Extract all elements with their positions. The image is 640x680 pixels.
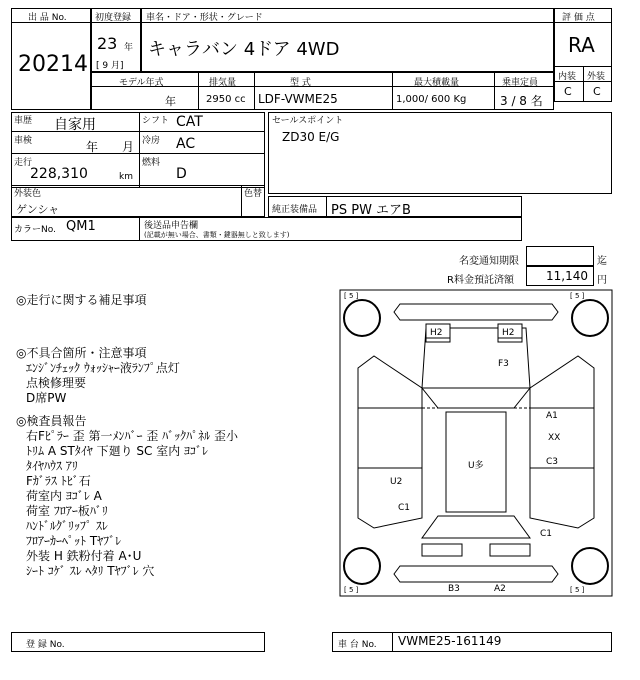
inspector-item: ｼｰﾄ ｺｹﾞ ｽﾚ ﾍﾀﾘ Tﾔﾌﾞﾚ 穴 [26, 564, 155, 578]
exterior-color-value: ゲンシャ [16, 203, 60, 216]
mark-f3: F3 [498, 359, 509, 369]
interior-grade: C [564, 85, 572, 98]
color-no-value: QM1 [66, 219, 96, 234]
mark-h2-left: H2 [430, 328, 443, 338]
inspector-title: ◎検査員報告 [16, 414, 87, 428]
tire-rear-right [572, 548, 608, 584]
inspector-item: ﾌﾛｱｰｶｰﾍﾟｯﾄ Tﾔﾌﾞﾚ [26, 534, 122, 548]
fuel-label: 燃料 [142, 158, 161, 168]
history-value: 自家用 [54, 117, 96, 133]
mark-c1-right: C1 [540, 529, 553, 539]
mark-b3: B3 [448, 584, 460, 594]
inspector-item: 荷室 ﾌﾛｱｰ板ﾊﾞﾘ [26, 504, 108, 518]
sales-point-value: ZD30 E/G [282, 130, 340, 144]
tire-label-fr: [ 5 ] [570, 292, 585, 300]
inspector-item: Fｶﾞﾗｽ ﾄﾋﾞ石 [26, 474, 91, 488]
equipment-value: PS PW エアB [331, 203, 411, 218]
displacement-value: 2950 cc [206, 94, 246, 105]
exterior-grade: C [593, 85, 601, 98]
mark-a2: A2 [494, 584, 506, 594]
inspection-month: 月 [122, 140, 135, 154]
remarks [16, 293, 326, 579]
defect-item: 点検修理要 [26, 376, 87, 390]
model-value: LDF-VWME25 [258, 92, 338, 106]
mileage-label: 走行 [14, 158, 33, 168]
first-reg-year: 23 [97, 34, 118, 53]
capacity-value: 3 / 8 名 [500, 94, 543, 108]
tire-front-right [572, 300, 608, 336]
chassis-number: VWME25-161149 [398, 634, 502, 648]
history-label: 車歴 [14, 116, 33, 126]
ac-label: 冷房 [142, 136, 161, 146]
inspector-item: ﾀｲﾔﾊｳｽ ｱﾘ [26, 459, 78, 473]
supplement-title: ◎走行に関する補足事項 [16, 293, 147, 307]
lot-label: 出 品 No. [28, 13, 67, 23]
equipment-label: 純正装備品 [272, 205, 318, 215]
aftermarket-label: 後送品申告欄 [144, 221, 199, 231]
name-label: 車名・ドア・形状・グレード [146, 13, 263, 23]
car-name: キャラバン 4ドア 4WD [148, 39, 340, 60]
color-no-label: カラーNo. [14, 225, 56, 235]
max-load-label: 最大積載量 [414, 78, 460, 88]
mark-c3: C3 [546, 457, 559, 467]
chassis-label: 車 台 No. [338, 640, 377, 650]
name-change-label: 名変通知期限 [459, 256, 519, 267]
model-year-suffix: 年 [165, 95, 176, 108]
recycle-label: R料金預託済額 [447, 275, 514, 286]
exterior-color-label: 外装色 [14, 189, 42, 199]
max-load-value: 1,000/ 600 Kg [396, 94, 467, 105]
tire-front-left [344, 300, 380, 336]
mark-h2-right: H2 [502, 328, 515, 338]
mark-u2: U2 [390, 477, 403, 487]
tire-label-fl: [ 5 ] [344, 292, 359, 300]
damage-diagram [338, 288, 614, 598]
mileage-value: 228,310 [30, 166, 88, 182]
first-reg-month: [ 9 月] [96, 61, 124, 71]
defect-item: D席PW [26, 391, 67, 405]
defects-title: ◎不具合箇所・注意事項 [16, 346, 147, 360]
shift-label: シフト [142, 116, 170, 126]
mark-u-many: U多 [468, 461, 484, 471]
tire-label-rl: [ 5 ] [344, 586, 359, 594]
shift-value: CAT [176, 114, 203, 130]
inspector-item: ﾄﾘﾑ A STﾀｲﾔ 下廻り SC 室内 ﾖｺﾞﾚ [26, 444, 209, 458]
tire-rear-left [344, 548, 380, 584]
mileage-unit: km [119, 172, 133, 182]
mark-c1-left: C1 [398, 503, 411, 513]
ac-value: AC [176, 136, 196, 152]
year-suffix: 年 [124, 43, 134, 53]
aftermarket-note: (記載が無い場合、書類・鍵器無しと致します) [144, 231, 290, 239]
model-label: 型 式 [290, 78, 311, 88]
inspection-label: 車検 [14, 136, 33, 146]
name-change-unit: 迄 [597, 256, 607, 267]
defect-item: ｴﾝｼﾞﾝﾁｪｯｸ ｳｫｯｼｬｰ液ﾗﾝﾌﾟ点灯 [26, 361, 180, 375]
rating-label: 評 価 点 [562, 13, 595, 23]
inspection-year: 年 [86, 140, 99, 154]
model-year-label: モデル年式 [119, 78, 164, 88]
name-change-field [526, 246, 594, 266]
interior-label: 内装 [558, 72, 577, 82]
exterior-label: 外装 [587, 72, 606, 82]
inspector-item: ﾊﾝﾄﾞﾙｸﾞﾘｯﾌﾟ ｽﾚ [26, 519, 108, 533]
fuel-value: D [176, 166, 187, 182]
mark-a1: A1 [546, 411, 558, 421]
color-change-label: 色替 [244, 189, 263, 199]
capacity-label: 乗車定員 [502, 78, 539, 88]
recycle-amount: 11,140 [546, 269, 588, 283]
first-reg-label: 初度登録 [95, 13, 132, 23]
rating-value: RA [568, 33, 595, 57]
inspector-item: 外装 H 鉄粉付着 A･U [26, 549, 142, 563]
lot-number: 20214 [18, 52, 88, 77]
tire-label-rr: [ 5 ] [570, 586, 585, 594]
recycle-unit: 円 [597, 275, 607, 286]
inspector-item: 右Fﾋﾟﾗｰ 歪 第一ﾒﾝﾊﾞｰ 歪 ﾊﾞｯｸﾊﾟﾈﾙ 歪小 [26, 429, 238, 443]
reg-no-label: 登 録 No. [26, 640, 65, 650]
sales-point-label: セールスポイント [272, 116, 344, 126]
mark-xx: XX [548, 433, 561, 443]
inspector-item: 荷室内 ﾖｺﾞﾚ A [26, 489, 102, 503]
displacement-label: 排気量 [209, 78, 237, 88]
